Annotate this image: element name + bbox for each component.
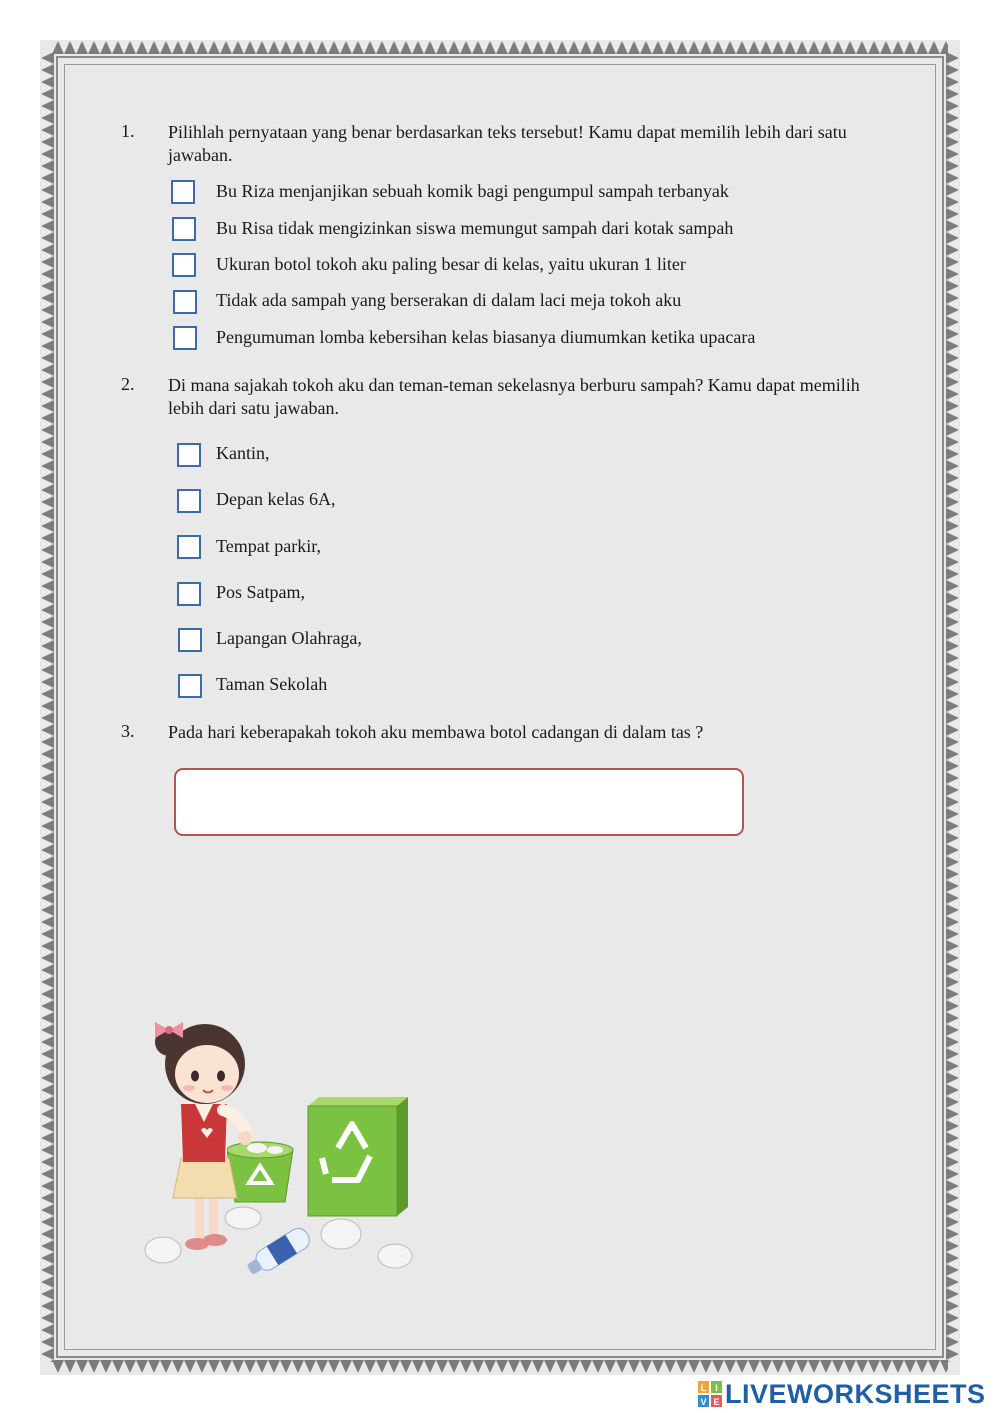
q2-option-5-label: Lapangan Olahraga,	[216, 628, 362, 648]
question-1-number: 1.	[121, 121, 135, 141]
q2-option-4-checkbox[interactable]	[177, 582, 201, 606]
q1-option-1-label: Bu Riza menjanjikan sebuah komik bagi pengumpul sampah terbanyak	[216, 181, 729, 201]
q1-option-5-checkbox[interactable]	[173, 326, 197, 350]
logo-letter-i: I	[715, 1383, 718, 1393]
zigzag-border-right	[946, 52, 960, 1362]
q2-option-3-checkbox[interactable]	[177, 535, 201, 559]
q2-option-5-checkbox[interactable]	[178, 628, 202, 652]
liveworksheets-logo	[698, 1378, 986, 1410]
question-2-text: Di mana sajakah tokoh aku dan teman-teman sekelasnya berburu sampah? Kamu dapat memilih lebih dari satu jawaban.	[168, 375, 860, 418]
q1-option-4-label: Tidak ada sampah yang berserakan di dalam laci meja tokoh aku	[216, 290, 682, 310]
q2-option-3-label: Tempat parkir,	[216, 536, 321, 556]
girl-recycling-icon	[125, 998, 425, 1283]
q1-option-2-label: Bu Risa tidak mengizinkan siswa memungut sampah dari kotak sampah	[216, 218, 734, 238]
q1-option-2-checkbox[interactable]	[172, 217, 196, 241]
zigzag-border-left	[40, 52, 54, 1362]
q2-option-1-checkbox[interactable]	[177, 443, 201, 467]
q2-option-2-label: Depan kelas 6A,	[216, 489, 336, 509]
q2-option-6-checkbox[interactable]	[178, 674, 202, 698]
q2-option-2-checkbox[interactable]	[177, 489, 201, 513]
logo-letter-l: L	[700, 1383, 707, 1393]
q2-option-4-label: Pos Satpam,	[216, 582, 306, 602]
q3-answer-input[interactable]	[174, 768, 744, 836]
liveworksheets-logo-icon	[698, 1381, 722, 1407]
question-3-text: Pada hari keberapakah tokoh aku membawa botol cadangan di dalam tas ?	[168, 722, 704, 742]
question-3-number: 3.	[121, 721, 135, 741]
q1-option-5-label: Pengumuman lomba kebersihan kelas biasanya diumumkan ketika upacara	[216, 327, 756, 347]
question-2-number: 2.	[121, 374, 135, 394]
liveworksheets-brand-name: LIVEWORKSHEETS	[725, 1378, 986, 1409]
q1-option-1-checkbox[interactable]	[171, 180, 195, 204]
logo-letter-v: V	[700, 1397, 707, 1407]
zigzag-border-bottom	[52, 1360, 948, 1374]
q1-option-4-checkbox[interactable]	[173, 290, 197, 314]
q2-option-1-label: Kantin,	[216, 443, 270, 463]
q1-option-3-checkbox[interactable]	[172, 253, 196, 277]
q2-option-6-label: Taman Sekolah	[216, 674, 328, 694]
logo-letter-e: E	[713, 1397, 720, 1407]
zigzag-border-top	[52, 40, 948, 54]
q1-option-3-label: Ukuran botol tokoh aku paling besar di kelas, yaitu ukuran 1 liter	[216, 254, 686, 274]
question-1-text: Pilihlah pernyataan yang benar berdasarkan teks tersebut! Kamu dapat memilih lebih dari satu jawaban.	[168, 122, 847, 165]
